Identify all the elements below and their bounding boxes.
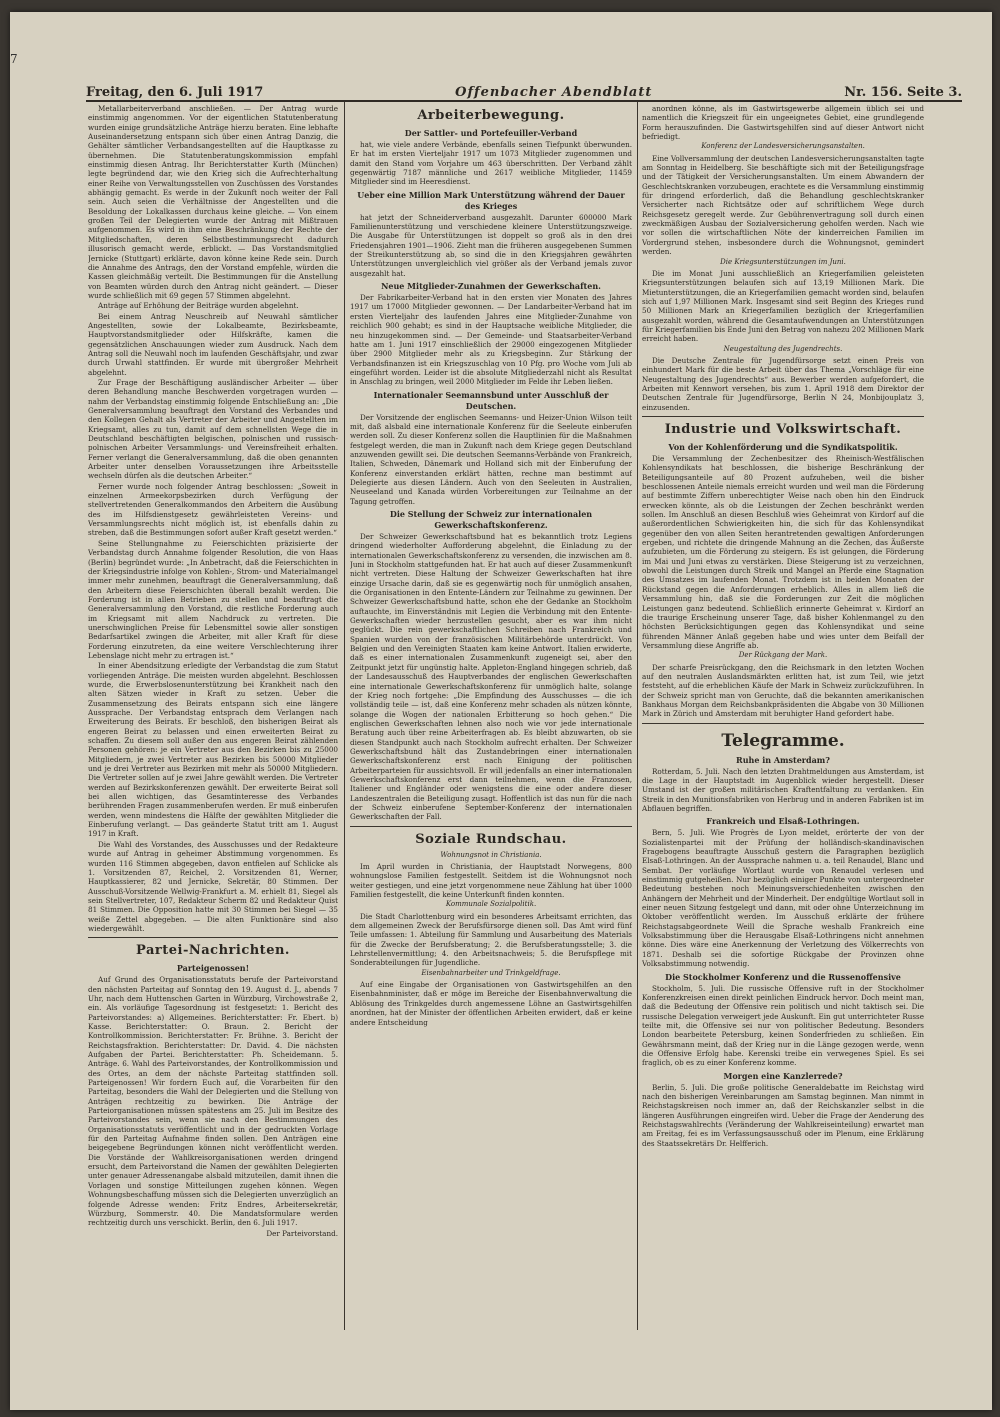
article-heading: Neue Mitglieder-Zunahmen der Gewerkschaften.	[381, 281, 601, 292]
column-left	[88, 104, 338, 1320]
article-paragraph: Die Deutsche Zentrale für Jugendfürsorge setzt einen Preis von einhundert Mark für die beste Arbeit über das Thema „Vorschläge für eine Neugestaltung des Jugendrechts“ aus. Bewerber werden aufgefordert, die Arbeiten mit Kennwort versehen, bis zum 1. April 1918 dem Direktor der Deutschen Zentrale für Jugendfürsorge, Berlin N 24, Monbijouplatz 3, einzusenden.	[642, 355, 924, 412]
article-paragraph: Stockholm, 5. Juli. Die russische Offensive ruft in der Stockholmer Konferenzkreisen einen direkt peinlichen Eindruck hervor. Doch meint man, daß die Bedeutung der Offensive rein politisch und nicht taktisch sei. Die russische Delegation verweigert jede Auskunft. Ein gut unterrichteter Russe teilte mit, die Offensive sei nur von politischer Bedeutung. Besonders London bearbeitete Petersburg, keinen Sonderfrieden zu schließen. Ein Gewährsmann meint, daß der Krieg nur in die Länge gezogen werde, wenn die Offensive Erfolg habe. Kerenski treibe ein verwegenes Spiel. Es sei fraglich, ob es zu einer Konferenz komme.	[642, 983, 924, 1068]
article-paragraph: Zur Frage der Beschäftigung ausländischer Arbeiter — über deren Behandlung manche Beschwerden vorgetragen wurden — nahm der Verbandstag einstimmig folgende Entschließung an: „Die Generalversammlung beauftragt den Vorstand des Verbandes und den Kollegen Gehalt als Vertreter der Arbeiter und Angestellten im Kriegsamt, alles zu tun, damit auf dem schnellsten Wege die in Deutschland beschäftigten belgischen, polnischen und russisch-polnischen Arbeiter Versammlungs- und Vereinsfreiheit erhalten. Ferner verlangt die Generalversammlung, daß die oben genannten Arbeiter unter denselben Voraussetzungen ihre Arbeitsstelle wechseln dürfen als die deutschen Arbeiter.“	[88, 377, 338, 481]
article-paragraph: In einer Abendsitzung erledigte der Verbandstag die zum Statut vorliegenden Anträge. Die meisten wurden abgelehnt. Beschlossen wurde, die Erwerbslosenunterstützung bei Krankheit nach den alten Sätzen wieder in Kraft zu setzen. Ueber die Zusammensetzung des Beirats entspann sich eine längere Aussprache. Der Verbandstag entsprach dem Verlangen nach Erweiterung des Beirats. Er beschloß, den bisherigen Beirat als engeren Beirat zu belassen und einen erweiterten Beirat zu schaffen. Zu diesem soll außer den aus engeren Beirat zählenden Personen gehören: je ein Vertreter aus den Bezirken bis zu 25000 Mitgliedern, je zwei Vertreter aus Bezirken bis 50000 Mitglieder und je drei Vertreter aus Bezirken mit mehr als 50000 Mitgliedern. Die Vertreter sollen auf je zwei Jahre gewählt werden. Die Vertreter werden auf Bezirkskonferenzen gewählt. Der erweiterte Beirat soll bei allen wichtigen, das Gesamtinteresse des Verbandes berührenden Fragen zusammenberufen werden. Er muß einberufen werden, wenn mindestens die Hälfte der gewählten Mitglieder die Einberufung verlangt. — Das geänderte Statut tritt am 1. August 1917 in Kraft.	[88, 661, 338, 839]
article-heading: Frankreich und Elsaß-Lothringen.	[706, 816, 860, 827]
article-paragraph: Im April wurden in Christiania, der Hauptstadt Norwegens, 800 wohnungslose Familien festgestellt. Seitdem ist die Wohnungsnot noch weiter gestiegen, und eine jetzt vorgenommene neue Zählung hat über 1000 Familien festgestellt, die keine Unterkunft finden konnten.	[350, 862, 632, 900]
article-heading: Ruhe in Amsterdam?	[736, 754, 830, 765]
article-heading: Die Stellung der Schweiz zur internationalen Gewerkschaftskonferenz.	[389, 509, 593, 530]
article-paragraph: Der Vorsitzende der englischen Seemanns- und Heizer-Union Wilson teilt mit, daß alsbald eine internationale Konferenz für die Seeleute einberufen werden soll. Zu dieser Konferenz sollen die Hauptlinien für die Maßnahmen festgelegt werden, die man in Zukunft nach dem Kriege gegen Deutschland anzuwenden gewillt sei. Die deutschen Seemanns-Verbände von Frankreich, Italien, Schweden, Dänemark und Holland sich mit der Einberufung der Konferenz einverstanden erklärt hätten, rechne man bestimmt auf Delegierte aus diesen Ländern. Auch von den Seeleuten in Australien, Neuseeland und Kanada würden Vorbereitungen zur Teilnahme an der Tagung getroffen.	[350, 412, 632, 506]
article-heading: Eisenbahnarbeiter und Trinkgeldfrage.	[421, 968, 561, 977]
article-heading: Morgen eine Kanzlerrede?	[723, 1070, 843, 1081]
article-paragraph: Die Stadt Charlottenburg wird ein besonderes Arbeitsamt errichten, das dem allgemeinen Zweck der Berufsfürsorge dienen soll. Das Amt wird fünf Teile umfassen: 1. Abteilung für Sammlung und Ausarbeitung des Materials für die Zwecke der Berufsberatung; 2. die Berufsberatungsstelle; 3. die Lehrstellenvermittlung; 4. den Arbeitsnachweis; 5. die Berufspflege mit Sonderabteilungen für Jugendliche.	[350, 911, 632, 968]
article-paragraph: Der Fabrikarbeiter-Verband hat in den ersten vier Monaten des Jahres 1917 um 17000 Mitglieder gewonnen. — Der Landarbeiter-Verband hat im ersten Vierteljahr des laufenden Jahres eine Mitglieder-Zunahme von reichlich 900 gehabt; es sind in der Hauptsache weibliche Mitglieder, die neu hinzugekommen sind. — Der Gemeinde- und Staatsarbeiter-Verband hatte am 1. Juni 1917 einschließlich der 29000 eingezogenen Mitglieder über 2900 Mitglieder mehr als zu Kriegsbeginn. Zur Stärkung der Verbandsfinanzen ist ein Kriegszuschlag von 10 Pfg. pro Woche vom Juli ab eingeführt worden. Leider ist die absolute Mitgliederzahl nicht als Resultat in Anschlag zu bringen, weil 2000 Mitglieder im Felde ihr Leben ließen.	[350, 293, 632, 387]
article-paragraph: Ferner wurde noch folgender Antrag beschlossen: „Soweit in einzelnen Armeekorpsbezirken durch Verfügung der stellvertretenden Generalkommandos den Arbeitern die Ausübung des im Hilfsdienstgesetz gewährleisteten Vereins- und Versammlungsrechts nicht möglich ist, ist ebenfalls dahin zu streben, daß die Bestimmungen sofort außer Kraft gesetzt werden.“	[88, 481, 338, 538]
party-subtitle: Parteigenossen!	[176, 963, 250, 974]
header-issue: Nr. 156. Seite 3.	[844, 85, 962, 100]
article-heading: Ueber eine Million Mark Unterstützung während der Dauer des Krieges	[357, 189, 625, 211]
article-paragraph: Auf Grund des Organisationsstatuts berufe der Parteivorstand den nächsten Parteitag auf Sonntag den 19. August d. J., abends 7 Uhr, nach dem Huttenschen Garten in Würzburg, Virchowstraße 2, ein. Als vorläufige Tagesordnung ist festgesetzt: 1. Bericht des Parteivorstandes: a) Allgemeines. Berichterstatter: Fr. Ebert. b) Kasse. Berichterstatter: O. Braun. 2. Bericht der Kontrollkommission. Berichterstatter: Fr. Brühne. 3. Bericht der Reichstagsfraktion. Berichterstatter: Dr. David. 4. Die nächsten Aufgaben der Partei. Berichterstatter: Ph. Scheidemann. 5. Anträge. 6. Wahl des Parteivorstandes, der Kontrollkommission und des Ortes, an dem der nächste Parteitag stattfinden soll. Parteigenossen! Wir fordern Euch auf, die Vorarbeiten für den Parteitag, besonders die Wahl der Delegierten und die Stellung von Anträgen rechtzeitig zu bewirken. Die Anträge der Parteiorganisationen müssen spätestens am 25. Juli im Besitze des Parteivorstandes sein, wenn sie nach den Bestimmungen des Organisationsstatuts veröffentlicht und in der gedruckten Vorlage für den Parteitag Aufnahme finden sollen. Den Anträgen eine beigegebene Begründungen können nicht veröffentlicht werden. Die Vorstände der Wahlkreisorganisationen werden dringend ersucht, dem Parteivorstand die Namen der gewählten Delegierten unter genauer Adressenangabe alsbald mitzuteilen, damit ihnen die Vorlagen und sonstige Mitteilungen zugehen können. Wegen Wohnungsbeschaffung müssen sich die Delegierten unverzüglich an folgende Adresse wenden: Fritz Endres, Arbeitersekretär, Würzburg, Sommerstr. 40. Die Mandatsformulare werden rechtzeitig durch uns verschickt. Berlin, den 6. Juli 1917.	[88, 975, 338, 1228]
article-heading: Die Stockholmer Konferenz und die Russenoffensive	[665, 971, 901, 982]
header-date: Freitag, den 6. Juli 1917	[86, 85, 264, 100]
article-paragraph: Berlin, 5. Juli. Die große politische Generaldebatte im Reichstag wird nach den bisherigen Vereinbarungen am Samstag beginnen. Man nimmt in Reichstagskreisen noch immer an, daß der Reichskanzler selbst in die längeren Ausführungen eingreifen wird. Ueber die Frage der Aenderung des Reichstagswahlrechts (Veränderung der Wahlkreiseinteilung) erwartet man am Freitag, fei es im Verfassungsausschuß oder im Plenum, eine Erklärung des Staatssekretärs Dr. Helfferich.	[642, 1082, 924, 1148]
article-heading: Der Rückgang der Mark.	[738, 651, 828, 660]
article-heading: Konferenz der Landesversicherungsanstalten.	[701, 142, 865, 151]
article-paragraph: Eine Vollversammlung der deutschen Landesversicherungsanstalten tagte am Sonntag in Heidelberg. Sie beschäftigte sich mit der Beteiligungsfrage und der Tätigkeit der Versicherungsanstalten. Um einem Abwandern der Geschlechtskranken vorzubeugen, erachtete es die Versammlung einstimmig für dringend erforderlich, daß die Behandlung geschlechtskranker Versicherter nach Richtsätze oder auf schriftlichem Wege durch Reichsgesetz geregelt werde. Zur Gebührenvertragung soll durch einen zweckmäßigen Ausbau der Sozialversicherung geholfen werden. Nach wie vor sollen die wirtschaftlichen Nöte der kinderreichen Familien im Vordergrund stehen, insbesondere durch die Wohnungsnot, gemindert werden.	[642, 153, 924, 257]
section-rule	[350, 826, 632, 827]
column-divider	[344, 102, 345, 1330]
article-heading: Neugestaltung des Jugendrechts.	[723, 344, 843, 353]
page-header	[86, 74, 962, 102]
article-paragraph: Seine Stellungnahme zu Feierschichten präzisierte der Verbandstag durch Annahme folgender Resolution, die von Haas (Berlin) begründet wurde: „In Anbetracht, daß die Feierschichten in der Kriegsindustrie infolge von Kohlen-, Strom- und Materialmangel immer mehr zunehmen, beauftragt die Generalversammlung, daß den Arbeitern diese Feierschichten überall bezahlt werden. Die Forderung ist in allen Betrieben zu stellen und beauftragt die Generalversammlung den Vorstand, die restliche Forderung auch im Kriegsamt mit allem Nachdruck zu vertreten. Die unerschwinglichen Preise für Lebensmittel sowie aller sonstigen Bedarfsartikel zwingen die Arbeiter, mit aller Kraft für diese Forderung einzutreten, da eine weitere Verschlechterung ihrer Lebenslage nicht mehr zu ertragen ist.“	[88, 538, 338, 660]
article-paragraph: Der scharfe Preisrückgang, den die Reichsmark in den letzten Wochen auf den neutralen Auslandsmärkten erlitten hat, ist zum Teil, wie jetzt feststeht, auf die erheblichen Käufe der Mark in Schweiz zurückzuführen. In der Schweiz spricht man von Geruchte, daß die bekannten amerikanischen Bankhaus Morgan dem Reichsbankpräsidenten die Abgabe von 30 Millionen Mark in Zürich und Amsterdam mit beruhigter Hand gefordert habe.	[642, 662, 924, 719]
party-signature: Der Parteivorstand.	[266, 1228, 338, 1238]
article-paragraph: anordnen könne, als im Gastwirtsgewerbe allgemein üblich sei und namentlich die Kriegszeit für ein ungeeignetes Gebiet, eine grundlegende Form herauszufinden. Die Gastwirtsgehilfen sind auf dieser Antwort nicht befriedigt.	[642, 104, 924, 142]
article-heading: Kommunale Sozialpolitik.	[445, 900, 537, 909]
article-heading: Internationaler Seemannsbund unter Ausschluß der Deutschen.	[373, 389, 609, 411]
article-paragraph: Auf eine Eingabe der Organisationen von Gastwirtsgehilfen an den Eisenbahnminister, daß er möge im Bereiche der Eisenbahnverwaltung die Ablösung des Trinkgeldes durch angemessene Löhne an Gastwirtsgehilfen anordnen, hat der Minister der öffentlichen Arbeiten erwidert, daß er keine andere Entscheidung	[350, 980, 632, 1027]
section-rule	[642, 416, 924, 417]
article-heading: Von der Kohlenförderung und die Syndikatspolitik.	[668, 442, 898, 452]
edge-page-mark: 7	[10, 52, 18, 66]
article-paragraph: Anträge auf Erhöhung der Beiträge wurden abgelehnt.	[98, 301, 299, 311]
article-heading: Der Sattler- und Portefeuiller-Verband	[404, 128, 578, 138]
article-paragraph: Metallarbeiterverband anschließen. — Der Antrag wurde einstimmig angenommen. Vor der eigentlichen Statutenberatung wurden einige grundsätzliche Anträge hierzu beraten. Eine lebhafte Auseinandersetzung entspann sich über einen Antrag Danzig, die Gehälter sämtlicher Verbandsangestellten auf die Hauptkasse zu übernehmen. Die Statutenberatungskommission empfahl einstimmig diesen Antrag. Ihr Berichterstatter Kurth (München) legte begründend dar, wie den Krieg sich die Aufrechterhaltung einer Reihe von Verwaltungsstellen von Zuschüssen des Vorstandes abhängig gemacht. Es werde in der Zukunft noch weiter der Fall sein. Auch seien die Verhältnisse der Angestellten und die Besoldung der Lokalkassen durchaus keine gleiche. — Von einem großen Teil der Delegierten wurde der Antrag mit Mißtrauen aufgenommen. Es wird in ihm eine Beschränkung der Rechte der Mitgliedschaften, deren Selbstbestimmungsrecht dadurch illusorisch gemacht werde, erblickt. — Das Vorstandsmitglied Jernicke (Stuttgart) erklärte, davon könne keine Rede sein. Durch die Annahme des Antrags, den der Vorstand empfehle, würden die Kassen gleichmäßig verteilt. Die Bestimmungen für die Anstellung von Beamten würden durch den Antrag nicht geändert. — Dieser wurde schließlich mit 69 gegen 57 Stimmen abgelehnt.	[88, 104, 338, 300]
newspaper-page	[10, 12, 992, 1410]
article-paragraph: Bei einem Antrag Neuschreib auf Neuwahl sämtlicher Angestellten, sowie der Lokalbeamte, Bezirksbeamte, Hauptvorstandsmitglieder oder Hilfskräfte, kamen die gegensätzlichen Anschauungen wieder zum Ausdruck. Nach dem Antrag soll die Neuwahl noch im laufenden Geschäftsjahr, und zwar durch Urwahl stattfinden. Er wurde mit übergroßer Mehrheit abgelehnt.	[88, 311, 338, 377]
header-paper-name: Offenbacher Abendblatt	[455, 85, 653, 100]
article-paragraph: Rotterdam, 5. Juli. Nach den letzten Drahtmeldungen aus Amsterdam, ist die Lage in der Hauptstadt im Augenblick wieder hergestellt. Dieser Umstand ist der großen militärischen Kraftentfaltung zu verdanken. Ein Streik in den Munitionsfabriken von Herbrug und in anderen Fabriken ist im Abflauen begriffen.	[642, 766, 924, 813]
section-rule	[642, 723, 924, 724]
article-paragraph: hat jetzt der Schneiderverband ausgezahlt. Darunter 600000 Mark Familienunterstützung und verschiedene kleinere Unterstützungszweige. Die Ausgabe für Unterstützungen ist doppelt so groß als in den drei Friedensjahren 1901—1906. Zieht man die früheren ausgegebenen Summen der Streikunterstützung ab, so sind die in den Kriegsjahren gewährten Unterstützungen unvergleichlich viel größer als der Verband jemals zuvor ausgezahlt hat.	[350, 212, 632, 278]
section-title-telegrams: Telegramme.	[721, 730, 845, 751]
section-title-party: Partei-Nachrichten.	[136, 943, 290, 959]
column-divider	[637, 102, 638, 1330]
section-title-industry: Industrie und Volkswirtschaft.	[664, 422, 902, 437]
article-paragraph: Die Wahl des Vorstandes, des Ausschusses und der Redakteure wurde auf Antrag in geheimer Abstimmung vorgenommen. Es wurden 116 Stimmen abgegeben, davon entfielen auf Schlicke als 1. Vorsitzenden 87, Reichel, 2. Vorsitzenden 81, Werner, Hauptkassierer, 82 und Jernicke, Sekretär, 80 Stimmen. Der Ausschuß-Vorsitzende Wellwig-Frankfurt a. M. erhielt 81, Siegel als sein Stellvertreter, 107, Redakteur Scherm 82 und Redakteur Quist 81 Stimmen. Die Opposition hatte mit 30 Stimmen bei Siegel — 35 weiße Zettel abgegeben. — Die alten Funktionäre sind also wiedergewählt.	[88, 839, 338, 933]
article-paragraph: Der Schweizer Gewerkschaftsbund hat es bekanntlich trotz Legiens dringend wiederholter Aufforderung abgelehnt, die Einladung zu der internationalen Gewerkschaftskonferenz zu versenden, die inzwischen am 8. Juni in Stockholm stattgefunden hat. Er hat auch auf dieser Zusammenkunft nicht vertreten. Diese Haltung der Schweizer Gewerkschaften hat ihre einzige Ursache darin, daß sie es gegenwärtig noch für unmöglich ansahen, die Organisationen in den Entente-Ländern zur Teilnahme zu gewinnen. Der Schweizer Gewerkschaftsbund hatte, schon ehe der Gedanke an Stockholm auftauchte, im Einverständnis mit Legien die Verbindung mit den Entente-Gewerkschaften wieder herzustellen gesucht, aber es war ihm nicht geglückt. Die rein gewerkschaftlichen Schreiben nach Frankreich und Spanien wurden von der französischen Militärbehörde unterdrückt. Von Belgien und den Vereinigten Staaten kam keine Antwort. Italien erwiderte, daß es einer internationalen Zusammenkunft zugeneigt sei, aber den Zeitpunkt jetzt für ungünstig halte. Appleton-England hingegen schrieb, daß der Landesausschuß des Hauptverbandes der englischen Gewerkschaften eine internationale Gewerkschaftskonferenz für unmöglich halte, solange der Krieg noch fortgehe: „Die Empfindung des Ausschusses — die ich vollständig teile — ist, daß eine Konferenz mehr schaden als nützen könnte, solange die Wogen der nationalen Erbitterung so hoch gehen.“ Die englischen Gewerkschaften lehnen also noch wie vor jede internationale Beratung auch über reine Arbeiterfragen ab. Es bleibt abzuwarten, ob sie diesen Standpunkt auch nach Stockholm aufrecht erhalten. Der Schweizer Gewerkschaftsbund hält das Zustandebringen einer internationalen Gewerkschaftskonferenz erst nach Einigung der politischen Arbeiterparteien für aussichtsvoll. Er will jedenfalls an einer internationalen Gewerkschaftskonferenz erst dann teilnehmen, wenn die Franzosen, Italiener und Engländer oder wenigstens die eine oder andere dieser Landeszentralen die Beteiligung zusagt. Hoffentlich ist das nun für die nach der Schweiz einberufene September-Konferenz der internationalen Gewerkschaften der Fall.	[350, 532, 632, 822]
section-rule	[88, 937, 338, 938]
column-middle	[350, 104, 632, 1320]
article-heading: Die Kriegsunterstützungen im Juni.	[720, 257, 846, 266]
article-paragraph: hat, wie viele andere Verbände, ebenfalls seinen Tiefpunkt überwunden. Er hat im ersten Vierteljahr 1917 um 1073 Mitglieder zugenommen und damit den Stand vom Vorjahre um 463 überschritten. Der Verband zählt gegenwärtig 7187 männliche und 2617 weibliche Mitglieder, 11459 Mitglieder sind im Heeresdienst.	[350, 140, 632, 187]
section-title-social: Soziale Rundschau.	[415, 831, 567, 847]
article-heading: Wohnungsnot in Christiania.	[440, 850, 542, 859]
article-paragraph: Die Versammlung der Zechenbesitzer des Rheinisch-Westfälischen Kohlensyndikats hat beschlossen, die bisherige Beschränkung der Beteiligungsanteile auf 80 Prozent aufzuheben, weil die bisher beschlossenen Anteile niemals erreicht wurden und weil man die Förderung auf bestimmte Ziffern unberechtigter Weise nach oben hin den Eindruck erwecken könnte, als ob die Leistungen der Zechen beschränkt werden sollen. Im Anschluß an diesen Beschluß wies Geheimrat von Kirdorf auf die außerordentlichen Schwierigkeiten hin, die sich für das Kohlensyndikat gegenüber den von allen Seiten herantretenden gewaltigen Anforderungen ergeben, und richtete die dringende Mahnung an die Zechen, das Äußerste aufzubieten, um die Förderung zu steigern. Es ist gelungen, die Förderung im Mai und Juni etwas zu verstärken. Diese Steigerung ist zu verzeichnen, obwohl die Leistungen durch Streik und Mangel an Pferde eine Stagnation des Umsatzes im laufenden Monat. Trotzdem ist in beiden Monaten der Rückstand gegen die Anforderungen erheblich. Alles in allem ließ die Versammlung hin, daß sie die Forderungen zur Zeit die möglichen Leistungen ganz bedeutend. Schließlich erinnerte Geheimrat v. Kirdorf an die traurige Erscheinung unserer Tage, daß bisher Kohlenmangel zu den höchsten Berücksichtigungen gegen das Kohlensyndikat und seine führenden Männer Anlaß gegeben habe und wies unter dem Beifall der Versammlung diese Angriffe ab.	[642, 454, 924, 650]
section-title-labor: Arbeiterbewegung.	[417, 108, 565, 123]
article-paragraph: Die im Monat Juni ausschließlich an Kriegerfamilien geleisteten Kriegsunterstützungen belaufen sich auf 13,19 Millionen Mark. Die Mietunterstützungen, die an Kriegerfamilien gemacht worden sind, belaufen sich auf 1,97 Millionen Mark. Insgesamt sind seit Beginn des Krieges rund 50 Millionen Mark an Kriegerfamilien bezüglich der Kriegerfamilien ausgezahlt worden, während die Gesamtaufwendungen an Unterstützungen für Kriegerfamilien bis Ende Juni den Betrag von nahezu 202 Millionen Mark erreicht haben.	[642, 268, 924, 344]
article-paragraph: Bern, 5. Juli. Wie Progrès de Lyon meldet, erörterte der von der Sozialistenpartei mit der Prüfung der holländisch-skandinavischen Fragebogens beauftragte Ausschuß gestern die Paragraphen bezüglich Elsaß-Lothringen. An der Aussprache nahmen u. a. teil Renaudel, Blanc und Sembat. Der vorläufige Wortlaut wurde von Renaudel verlesen und einstimmig gutgeheißen. Nur bezüglich einiger Punkte von untergeordneter Bedeutung bestehen noch Meinungsverschiedenheiten zwischen den Anhängern der Mehrheit und der Minderheit. Der endgültige Wortlaut soll in einer neuen Sitzung festgelegt und dann, mit oder ohne Unterzeichnung im Oktober veröffentlicht werden. Im Ausschuß erklärte der frühere Reichstagsabgeordnete Weill die Sprache weshalb Frankreich eine Volksabstimmung über die Herausgabe Elsaß-Lothringens nicht annehmen könne. Dies wäre eine Anerkennung der Verletzung des Völkerrechts von 1871. Deshalb sei die sofortige Rückgabe der Provinzen ohne Volksabstimmung notwendig.	[642, 828, 924, 969]
column-right	[642, 104, 924, 1320]
